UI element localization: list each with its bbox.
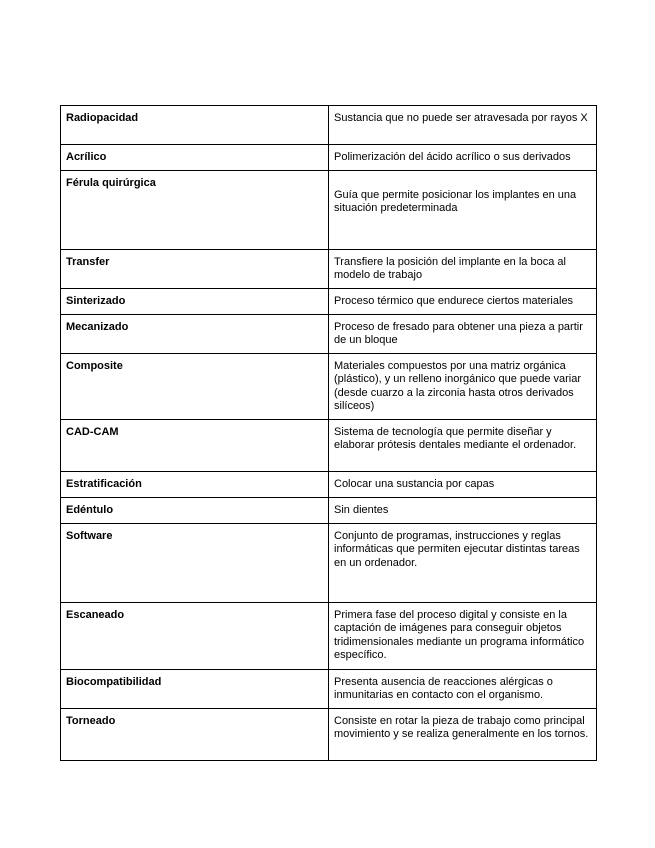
term-cell: Sinterizado: [61, 289, 329, 315]
table-row: [61, 250, 597, 289]
definition-cell: Transfiere la posición del implante en la boca al modelo de trabajo: [329, 250, 597, 289]
table-row: [61, 354, 597, 420]
table-row: [61, 145, 597, 171]
definition-cell: Conjunto de programas, instrucciones y reglas informáticas que permiten ejecutar distintas tareas en un ordenador.: [329, 524, 597, 603]
term-cell: Radiopacidad: [61, 106, 329, 145]
definition-cell: Consiste en rotar la pieza de trabajo como principal movimiento y se realiza generalmente en los tornos.: [329, 709, 597, 761]
definition-cell: Proceso térmico que endurece ciertos materiales: [329, 289, 597, 315]
table-row: [61, 603, 597, 670]
table-row: [61, 670, 597, 709]
term-cell: Estratificación: [61, 472, 329, 498]
table-row: [61, 498, 597, 524]
term-cell: Férula quirúrgica: [61, 171, 329, 250]
definition-text: Guía que permite posicionar los implantes en una situación predeterminada: [334, 189, 577, 215]
table-row: [61, 472, 597, 498]
definition-cell: Polimerización del ácido acrílico o sus derivados: [329, 145, 597, 171]
table-row: [61, 171, 597, 250]
definition-cell: Sistema de tecnología que permite diseñar y elaborar prótesis dentales mediante el ordenador.: [329, 420, 597, 472]
table-row: [61, 709, 597, 761]
table-row: [61, 315, 597, 354]
term-cell: Escaneado: [61, 603, 329, 670]
glossary-table: [60, 105, 597, 761]
definition-cell: Colocar una sustancia por capas: [329, 472, 597, 498]
definition-cell: Materiales compuestos por una matriz orgánica (plástico), y un relleno inorgánico que puede variar (desde cuarzo a la zirconia hasta otros derivados silíceos): [329, 354, 597, 420]
term-cell: Transfer: [61, 250, 329, 289]
term-cell: Torneado: [61, 709, 329, 761]
term-cell: Software: [61, 524, 329, 603]
definition-cell: Proceso de fresado para obtener una pieza a partir de un bloque: [329, 315, 597, 354]
table-row: [61, 420, 597, 472]
term-cell: Edéntulo: [61, 498, 329, 524]
definition-cell: Primera fase del proceso digital y consiste en la captación de imágenes para conseguir objetos tridimensionales mediante un programa informático específico.: [329, 603, 597, 670]
table-row: [61, 524, 597, 603]
term-cell: Composite: [61, 354, 329, 420]
term-cell: Acrílico: [61, 145, 329, 171]
definition-cell: [329, 171, 597, 250]
term-cell: Biocompatibilidad: [61, 670, 329, 709]
table-row: [61, 289, 597, 315]
term-cell: Mecanizado: [61, 315, 329, 354]
table-row: [61, 106, 597, 145]
definition-cell: Sustancia que no puede ser atravesada por rayos X: [329, 106, 597, 145]
term-cell: CAD-CAM: [61, 420, 329, 472]
definition-cell: Sin dientes: [329, 498, 597, 524]
definition-cell: Presenta ausencia de reacciones alérgicas o inmunitarias en contacto con el organismo.: [329, 670, 597, 709]
